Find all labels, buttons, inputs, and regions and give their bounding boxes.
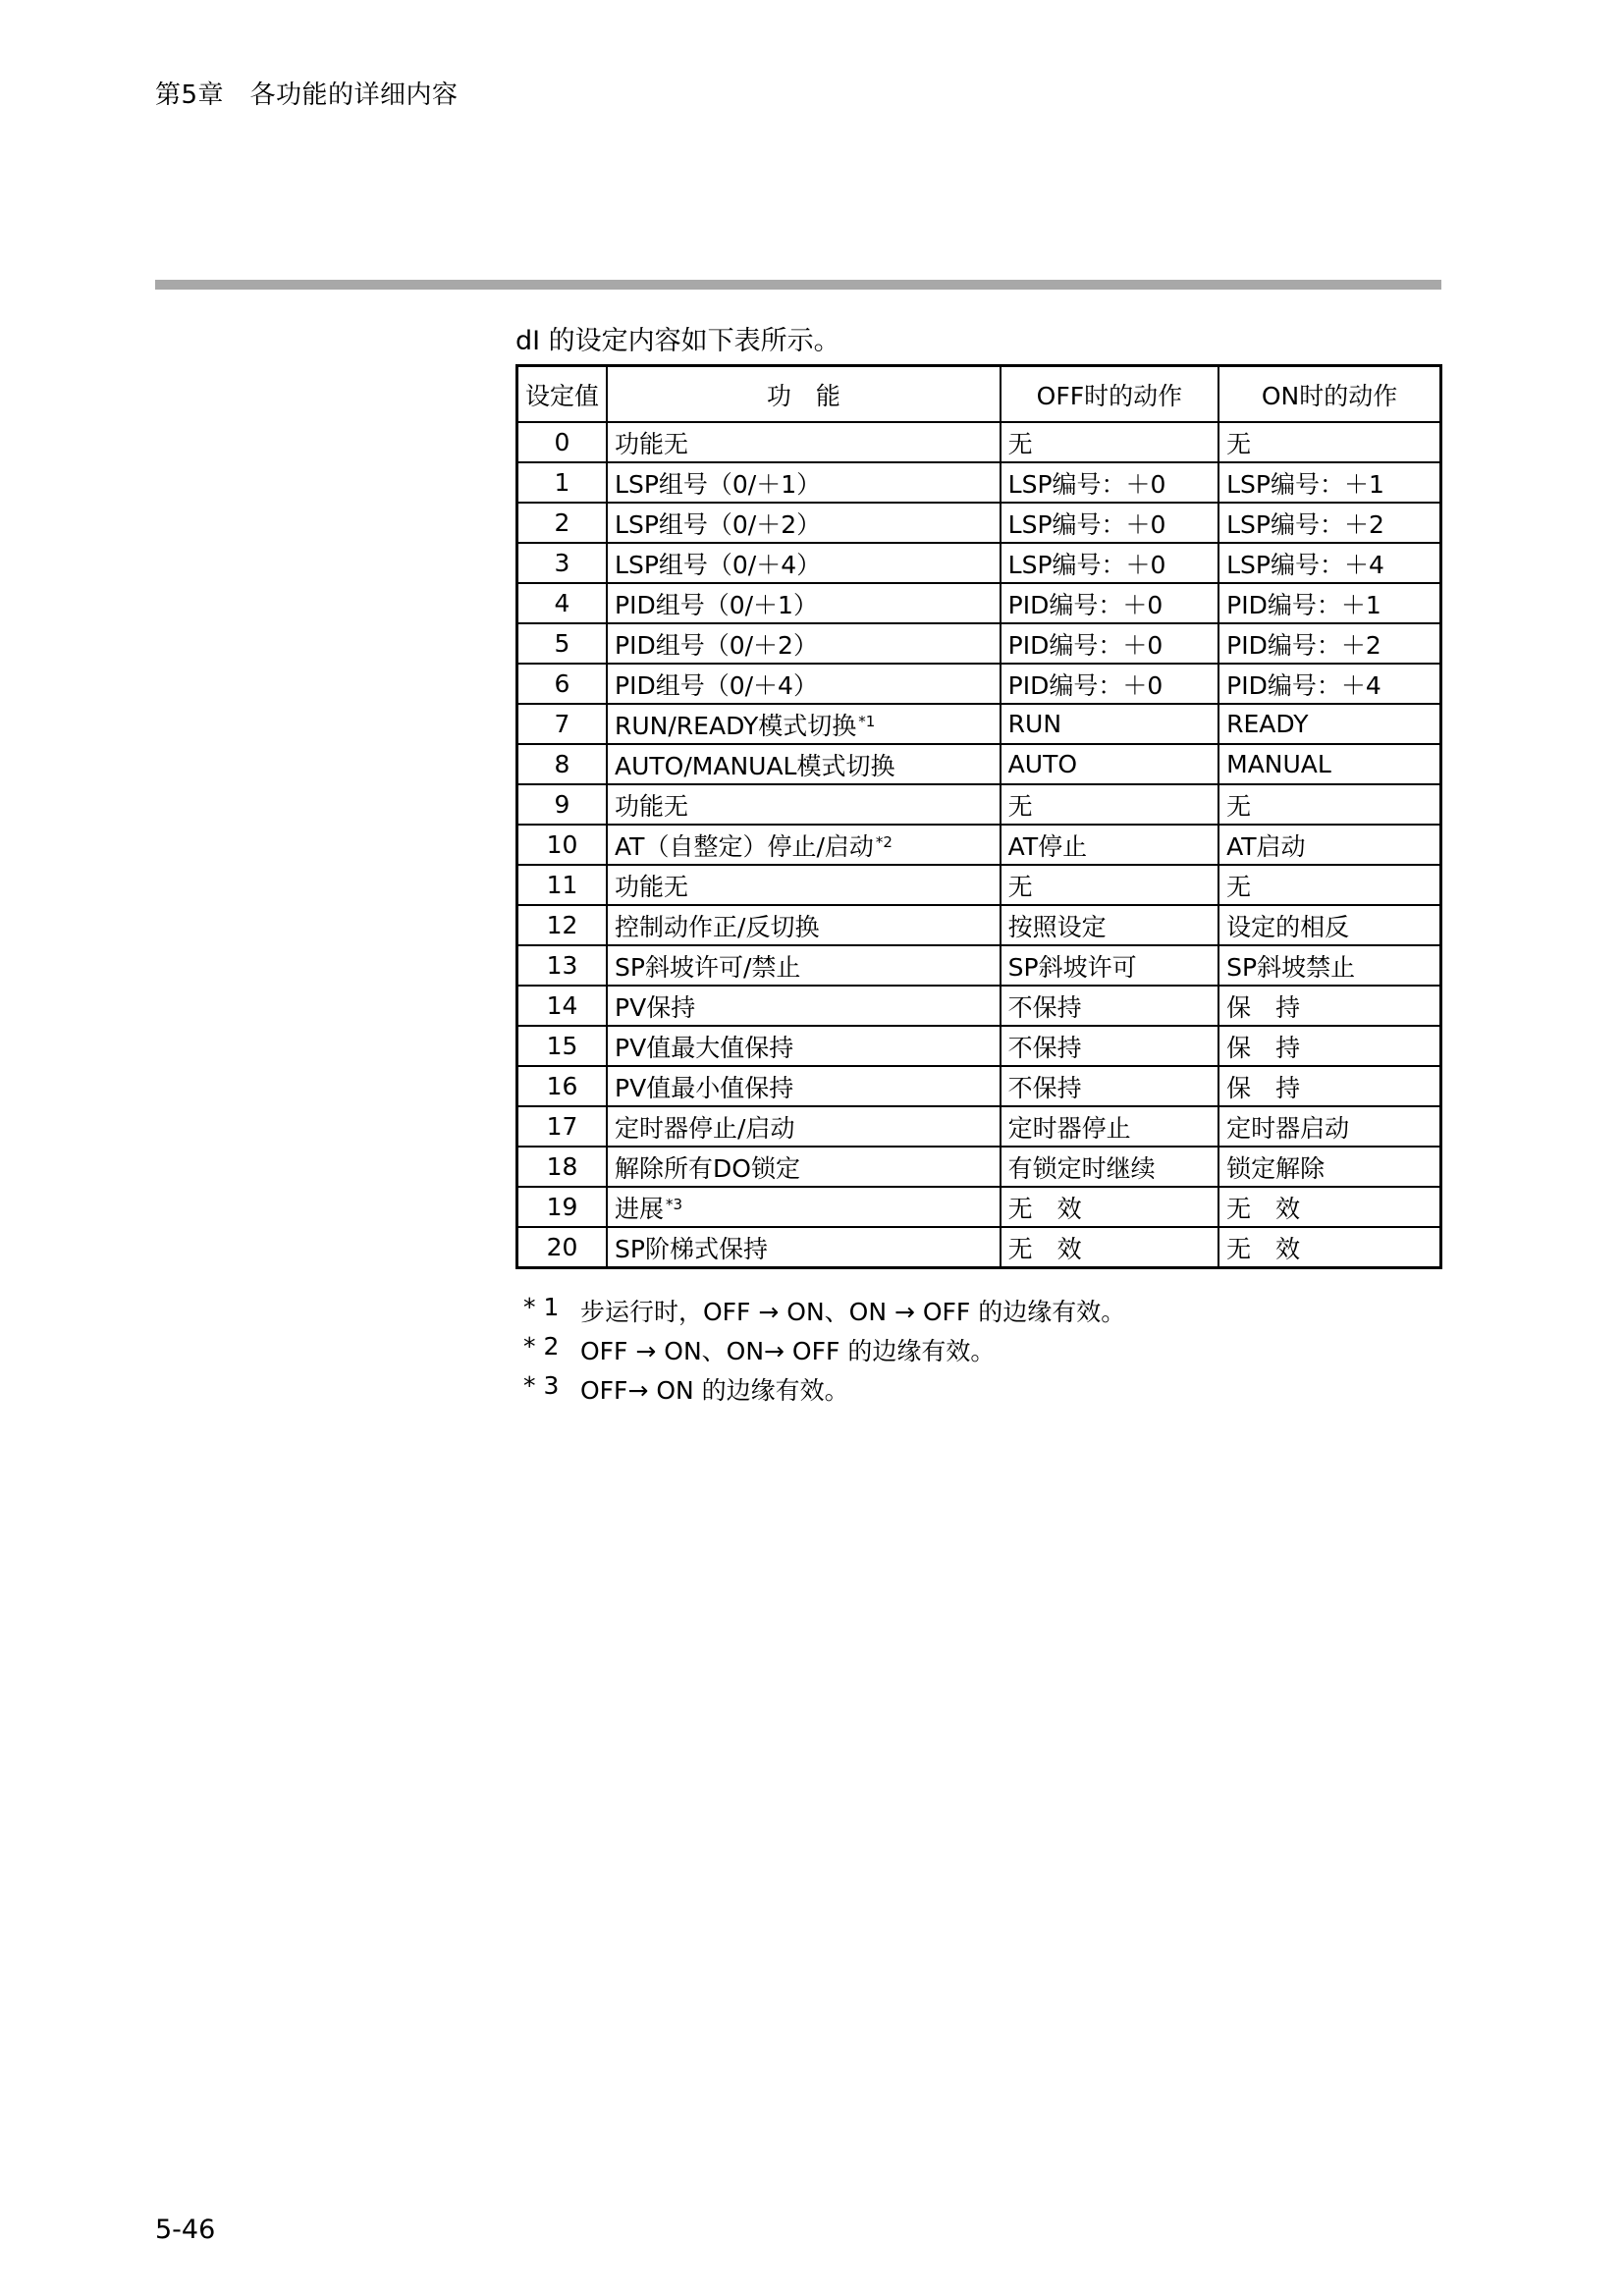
setting-value-cell-text: 9 bbox=[554, 790, 570, 819]
on-action-cell bbox=[1218, 784, 1440, 825]
setting-value-cell-text: 6 bbox=[554, 669, 570, 698]
function-cell-text: LSP组号（0/＋4） bbox=[615, 550, 822, 579]
function-cell bbox=[607, 422, 1001, 462]
off-action-cell-text: 按照设定 bbox=[1007, 912, 1107, 941]
off-action-cell-text: AUTO bbox=[1007, 750, 1078, 778]
off-action-cell-text: SP斜坡许可 bbox=[1007, 952, 1137, 982]
function-cell-text: 功能无 bbox=[615, 791, 689, 821]
table-row bbox=[517, 422, 1441, 462]
on-action-cell bbox=[1218, 1187, 1440, 1227]
setting-value-cell-text: 0 bbox=[554, 428, 570, 456]
function-cell bbox=[607, 945, 1001, 986]
intro-text: dI 的设定内容如下表所示。 bbox=[515, 326, 840, 356]
off-action-cell-text: LSP编号：＋0 bbox=[1007, 469, 1166, 499]
footnote bbox=[523, 1293, 1125, 1332]
on-action-cell bbox=[1218, 986, 1440, 1026]
setting-value-cell bbox=[517, 825, 608, 865]
function-cell bbox=[607, 1066, 1001, 1106]
off-action-cell bbox=[1001, 422, 1218, 462]
off-action-cell bbox=[1001, 1106, 1218, 1147]
on-action-cell bbox=[1218, 1066, 1440, 1106]
footnote-mark: * 1 bbox=[523, 1293, 560, 1321]
off-action-cell bbox=[1001, 503, 1218, 543]
on-action-cell-text: SP斜坡禁止 bbox=[1226, 952, 1356, 982]
setting-value-cell-text: 8 bbox=[554, 750, 570, 778]
on-action-cell bbox=[1218, 543, 1440, 583]
setting-value-cell bbox=[517, 1066, 608, 1106]
on-action-cell bbox=[1218, 744, 1440, 784]
table-row bbox=[517, 503, 1441, 543]
function-cell bbox=[607, 865, 1001, 905]
off-action-cell-text: PID编号：＋0 bbox=[1007, 670, 1164, 700]
on-action-cell-text: 保 持 bbox=[1226, 992, 1301, 1022]
function-cell-text: 进展 bbox=[615, 1194, 665, 1223]
on-action-cell-text: 无 bbox=[1226, 872, 1252, 901]
off-action-cell bbox=[1001, 462, 1218, 503]
table-row bbox=[517, 1187, 1441, 1227]
off-action-cell-text: 有锁定时继续 bbox=[1007, 1153, 1156, 1183]
on-action-cell-text: 无 bbox=[1226, 791, 1252, 821]
setting-value-cell-text: 3 bbox=[554, 549, 570, 577]
table-row bbox=[517, 583, 1441, 623]
off-action-cell bbox=[1001, 744, 1218, 784]
on-action-cell bbox=[1218, 462, 1440, 503]
table-row bbox=[517, 623, 1441, 664]
function-cell bbox=[607, 1187, 1001, 1227]
table-row bbox=[517, 1147, 1441, 1187]
function-cell-text: SP斜坡许可/禁止 bbox=[615, 952, 801, 982]
on-action-cell-text: PID编号：＋2 bbox=[1226, 630, 1381, 660]
setting-value-cell-text: 19 bbox=[546, 1193, 578, 1221]
on-action-cell-text: 无 效 bbox=[1226, 1234, 1301, 1263]
function-cell-text: PV值最小值保持 bbox=[615, 1073, 794, 1102]
on-action-cell bbox=[1218, 503, 1440, 543]
on-action-cell-text: 定时器启动 bbox=[1226, 1113, 1350, 1143]
table-row bbox=[517, 543, 1441, 583]
setting-value-cell-text: 11 bbox=[546, 871, 578, 899]
on-action-cell bbox=[1218, 623, 1440, 664]
setting-value-cell-text: 2 bbox=[554, 508, 570, 537]
off-action-cell bbox=[1001, 1187, 1218, 1227]
off-action-cell bbox=[1001, 664, 1218, 704]
function-cell-text: PID组号（0/＋2） bbox=[615, 630, 818, 660]
setting-value-cell bbox=[517, 1026, 608, 1066]
on-action-cell-text: AT启动 bbox=[1226, 831, 1306, 861]
on-action-cell bbox=[1218, 1106, 1440, 1147]
setting-value-cell bbox=[517, 704, 608, 744]
off-action-cell-text: RUN bbox=[1007, 710, 1062, 738]
function-cell-text: LSP组号（0/＋1） bbox=[615, 469, 822, 499]
function-cell-text: PV值最大值保持 bbox=[615, 1033, 794, 1062]
table-row bbox=[517, 1227, 1441, 1268]
setting-value-cell bbox=[517, 784, 608, 825]
function-cell bbox=[607, 503, 1001, 543]
on-action-cell-text: 设定的相反 bbox=[1226, 912, 1350, 941]
table-row bbox=[517, 784, 1441, 825]
on-action-cell bbox=[1218, 1227, 1440, 1268]
function-cell-text: SP阶梯式保持 bbox=[615, 1234, 768, 1263]
off-action-cell bbox=[1001, 543, 1218, 583]
setting-value-cell bbox=[517, 422, 608, 462]
off-action-cell-text: 无 效 bbox=[1007, 1234, 1082, 1263]
off-action-cell bbox=[1001, 623, 1218, 664]
setting-value-cell bbox=[517, 543, 608, 583]
on-action-cell bbox=[1218, 945, 1440, 986]
table-row bbox=[517, 986, 1441, 1026]
footnote-mark: * 2 bbox=[523, 1332, 560, 1361]
on-action-cell bbox=[1218, 664, 1440, 704]
function-cell-text: PID组号（0/＋4） bbox=[615, 670, 818, 700]
table-row bbox=[517, 1066, 1441, 1106]
on-action-cell-text: 无 bbox=[1226, 429, 1252, 458]
setting-value-cell-text: 20 bbox=[546, 1233, 578, 1261]
function-cell bbox=[607, 1026, 1001, 1066]
table-row bbox=[517, 1026, 1441, 1066]
off-action-cell-text: LSP编号：＋0 bbox=[1007, 550, 1166, 579]
off-action-cell-text: 无 效 bbox=[1007, 1194, 1082, 1223]
setting-value-cell bbox=[517, 744, 608, 784]
table-row bbox=[517, 905, 1441, 945]
off-action-cell-text: AT停止 bbox=[1007, 831, 1088, 861]
setting-value-cell-text: 15 bbox=[546, 1032, 578, 1060]
footnotes bbox=[523, 1293, 1125, 1411]
function-cell bbox=[607, 462, 1001, 503]
function-cell bbox=[607, 543, 1001, 583]
table-header-row bbox=[517, 366, 1441, 423]
function-cell-text: LSP组号（0/＋2） bbox=[615, 509, 822, 539]
function-cell bbox=[607, 1147, 1001, 1187]
footnote-text: OFF→ ON 的边缘有效。 bbox=[580, 1376, 849, 1405]
on-action-cell bbox=[1218, 583, 1440, 623]
function-cell bbox=[607, 664, 1001, 704]
function-cell bbox=[607, 704, 1001, 744]
off-action-cell bbox=[1001, 1026, 1218, 1066]
setting-value-cell-text: 4 bbox=[554, 589, 570, 617]
footnote-ref: *3 bbox=[666, 1195, 683, 1213]
function-cell-text: RUN/READY模式切换 bbox=[615, 711, 857, 740]
function-cell bbox=[607, 623, 1001, 664]
table-row bbox=[517, 865, 1441, 905]
footnote-text: 步运行时，OFF → ON、ON → OFF 的边缘有效。 bbox=[580, 1298, 1126, 1326]
off-action-cell-text: PID编号：＋0 bbox=[1007, 590, 1164, 619]
table-row bbox=[517, 664, 1441, 704]
off-action-cell bbox=[1001, 1147, 1218, 1187]
function-cell bbox=[607, 1106, 1001, 1147]
function-cell bbox=[607, 1227, 1001, 1268]
on-action-cell-text: PID编号：＋4 bbox=[1226, 670, 1381, 700]
setting-value-cell-text: 16 bbox=[546, 1072, 578, 1100]
off-action-cell bbox=[1001, 865, 1218, 905]
off-action-cell-text: 不保持 bbox=[1007, 1033, 1082, 1062]
off-action-cell bbox=[1001, 825, 1218, 865]
on-action-cell-text: LSP编号：＋1 bbox=[1226, 469, 1384, 499]
off-action-cell-text: 无 bbox=[1007, 791, 1033, 821]
setting-value-cell bbox=[517, 1106, 608, 1147]
section-divider bbox=[155, 280, 1441, 290]
on-action-cell-text: LSP编号：＋2 bbox=[1226, 509, 1384, 539]
on-action-cell-text: PID编号：＋1 bbox=[1226, 590, 1381, 619]
on-action-cell bbox=[1218, 1147, 1440, 1187]
setting-value-cell-text: 14 bbox=[546, 991, 578, 1020]
off-action-cell-text: PID编号：＋0 bbox=[1007, 630, 1164, 660]
setting-value-cell bbox=[517, 503, 608, 543]
function-cell bbox=[607, 784, 1001, 825]
function-cell-text: 功能无 bbox=[615, 872, 689, 901]
setting-value-cell bbox=[517, 986, 608, 1026]
function-cell-text: 定时器停止/启动 bbox=[615, 1113, 795, 1143]
function-cell-text: PID组号（0/＋1） bbox=[615, 590, 818, 619]
setting-value-cell bbox=[517, 623, 608, 664]
footnote-ref: *1 bbox=[858, 712, 876, 730]
on-action-cell bbox=[1218, 825, 1440, 865]
footnote bbox=[523, 1332, 1125, 1371]
setting-value-cell bbox=[517, 905, 608, 945]
setting-value-cell-text: 12 bbox=[546, 911, 578, 939]
setting-value-cell-text: 18 bbox=[546, 1152, 578, 1181]
off-action-cell-text: 无 bbox=[1007, 872, 1033, 901]
off-action-cell-text: 定时器停止 bbox=[1007, 1113, 1131, 1143]
off-action-cell-text: LSP编号：＋0 bbox=[1007, 509, 1166, 539]
off-action-cell bbox=[1001, 704, 1218, 744]
page-number: 5-46 bbox=[155, 2215, 216, 2245]
function-cell-text: AT（自整定）停止/启动 bbox=[615, 831, 874, 861]
on-action-cell bbox=[1218, 704, 1440, 744]
function-cell-text: AUTO/MANUAL模式切换 bbox=[615, 751, 895, 780]
setting-value-cell-text: 17 bbox=[546, 1112, 578, 1141]
table-row bbox=[517, 945, 1441, 986]
setting-value-cell-text: 10 bbox=[546, 830, 578, 859]
function-cell bbox=[607, 986, 1001, 1026]
setting-value-cell bbox=[517, 583, 608, 623]
footnote-ref: *2 bbox=[875, 832, 893, 851]
off-action-cell bbox=[1001, 905, 1218, 945]
function-cell-text: 功能无 bbox=[615, 429, 689, 458]
setting-value-cell-text: 1 bbox=[554, 468, 570, 497]
setting-value-cell bbox=[517, 865, 608, 905]
table-row bbox=[517, 704, 1441, 744]
function-cell-text: 解除所有DO锁定 bbox=[615, 1153, 800, 1183]
off-action-cell bbox=[1001, 784, 1218, 825]
off-action-cell bbox=[1001, 1227, 1218, 1268]
on-action-cell-text: 保 持 bbox=[1226, 1033, 1301, 1062]
on-action-cell-text: 锁定解除 bbox=[1226, 1153, 1326, 1183]
setting-value-cell-text: 7 bbox=[554, 710, 570, 738]
off-action-cell-text: 无 bbox=[1007, 429, 1033, 458]
column-header-on-action: ON时的动作 bbox=[1218, 366, 1440, 423]
table-row bbox=[517, 744, 1441, 784]
setting-value-cell bbox=[517, 1187, 608, 1227]
on-action-cell-text: LSP编号：＋4 bbox=[1226, 550, 1384, 579]
function-cell bbox=[607, 825, 1001, 865]
on-action-cell bbox=[1218, 905, 1440, 945]
on-action-cell bbox=[1218, 865, 1440, 905]
off-action-cell bbox=[1001, 583, 1218, 623]
setting-value-cell-text: 13 bbox=[546, 951, 578, 980]
function-cell bbox=[607, 583, 1001, 623]
setting-value-cell bbox=[517, 945, 608, 986]
column-header-value: 设定值 bbox=[517, 366, 608, 423]
on-action-cell-text: 保 持 bbox=[1226, 1073, 1301, 1102]
function-cell bbox=[607, 744, 1001, 784]
setting-value-cell bbox=[517, 1227, 608, 1268]
table-row bbox=[517, 462, 1441, 503]
footnote-mark: * 3 bbox=[523, 1371, 560, 1400]
table-row bbox=[517, 1106, 1441, 1147]
on-action-cell-text: MANUAL bbox=[1226, 750, 1331, 778]
setting-value-cell bbox=[517, 462, 608, 503]
column-header-function: 功 能 bbox=[607, 366, 1001, 423]
function-cell-text: 控制动作正/反切换 bbox=[615, 912, 820, 941]
setting-value-cell bbox=[517, 1147, 608, 1187]
function-cell-text: PV保持 bbox=[615, 992, 696, 1022]
function-cell bbox=[607, 905, 1001, 945]
off-action-cell bbox=[1001, 1066, 1218, 1106]
on-action-cell bbox=[1218, 1026, 1440, 1066]
off-action-cell bbox=[1001, 945, 1218, 986]
setting-value-cell-text: 5 bbox=[554, 629, 570, 658]
setting-value-cell bbox=[517, 664, 608, 704]
chapter-header: 第5章 各功能的详细内容 bbox=[155, 80, 459, 110]
di-settings-table bbox=[515, 364, 1442, 1269]
off-action-cell-text: 不保持 bbox=[1007, 992, 1082, 1022]
table-row bbox=[517, 825, 1441, 865]
footnote-text: OFF → ON、ON→ OFF 的边缘有效。 bbox=[580, 1337, 996, 1365]
column-header-off-action: OFF时的动作 bbox=[1001, 366, 1218, 423]
on-action-cell-text: READY bbox=[1226, 710, 1309, 738]
off-action-cell bbox=[1001, 986, 1218, 1026]
on-action-cell-text: 无 效 bbox=[1226, 1194, 1301, 1223]
off-action-cell-text: 不保持 bbox=[1007, 1073, 1082, 1102]
footnote bbox=[523, 1371, 1125, 1411]
on-action-cell bbox=[1218, 422, 1440, 462]
